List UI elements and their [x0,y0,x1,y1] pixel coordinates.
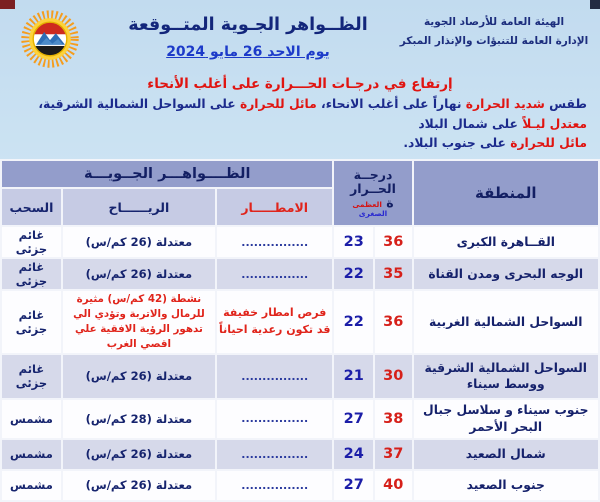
agency-line2: الإدارة العامة للتنبؤات والإنذار المبكر [399,34,589,47]
headline-temperature-rise: إرتفاع في درجـات الحـــرارة على أغلب الأنحاء [147,76,453,92]
wind-cell: معتدلة (26 كم/س) [63,227,215,257]
wind-cell: معتدلة (28 كم/س) [63,400,215,438]
column-header-phenomena: الظــــواهـــر الجــويـــة [2,161,332,187]
wind-cell: معتدلة (26 كم/س) [63,355,215,398]
max-temp-cell: 37 [375,440,411,469]
max-temp-cell: 36 [375,227,411,257]
clouds-cell: غائم جزئى [2,259,61,289]
table-row-northeast-coasts-sinai [2,355,598,398]
region-cell: جنوب الصعيد [414,471,599,500]
region-cell: شمال الصعيد [414,440,599,469]
rain-cell: فرص امطار خفيفة قد تكون رعدية احياناً [217,291,333,353]
min-temp-cell: 22 [334,291,373,353]
region-cell: الوجه البحرى ومدن القناة [414,259,599,289]
column-header-wind: الريــــــاح [63,189,215,225]
wind-cell: معتدلة (26 كم/س) [63,471,215,500]
summary-segment: مائل للحرارة [239,97,317,111]
rain-cell: ................ [217,227,333,257]
clouds-cell: غائم جزئى [2,355,61,398]
column-header-temperature [334,161,411,225]
summary-segment: مائل للحرارة [510,136,587,151]
clouds-cell: مشمس [2,471,61,500]
summary-segment: نهاراً على أغلب الانحاء، [316,97,466,111]
region-cell: السواحل الشمالية الشرقية ووسط سيناء [414,355,599,398]
temp-header-word1: درجــة [353,167,393,183]
max-temp-cell: 30 [375,355,411,398]
agency-line1: الهيئة العامة للأرصاد الجوية [423,16,565,28]
title-block [100,9,396,60]
region-cell: السواحل الشمالية الغربية [414,291,599,353]
summary-segment: على جنوب البلاد. [403,136,511,151]
clouds-cell: غائم جزئى [2,291,61,353]
max-temp-cell: 36 [375,291,411,353]
min-temp-cell: 22 [334,259,373,289]
temp-header-word3: ة [386,194,394,210]
summary-segment: على شمال البلاد [418,116,523,131]
column-header-clouds: السحب [2,189,61,225]
min-temp-cell: 27 [334,471,373,500]
temp-max-label: العظمى [352,199,382,209]
temp-header-word2: الحــرار [350,181,396,197]
table-row-south-upper-egypt [2,471,598,500]
column-header-rain: الامطـــــار [217,189,333,225]
max-temp-cell: 35 [375,259,411,289]
summary-segment: شديد الحرارة [465,97,545,111]
rain-cell: ................ [217,355,333,398]
forecast-table [0,159,600,502]
wind-cell: معتدلة (26 كم/س) [63,440,215,469]
max-temp-cell: 38 [375,400,411,438]
rain-cell: ................ [217,259,333,289]
rain-cell: ................ [217,471,333,500]
clouds-cell: مشمس [2,440,61,469]
min-temp-cell: 27 [334,400,373,438]
agency-name [396,9,592,51]
wind-cell: نشطة (42 كم/س) مثيرة للرمال والاتربة وتؤدي الي تدهور الرؤية الافقية علي اقصي الغرب [63,291,215,353]
region-cell: القــاهرة الكبرى [414,227,599,257]
summary-segment: على السواحل الشمالية الشرقية، [38,97,240,111]
summary-segment: معتدل ليـلاً [522,116,587,131]
forecast-summary [0,92,600,154]
min-temp-cell: 23 [334,227,373,257]
table-row-northwest-coasts [2,291,598,353]
wind-cell: معتدلة (26 كم/س) [63,259,215,289]
summary-segment: طقس [544,97,587,111]
min-temp-cell: 24 [334,440,373,469]
rain-cell: ................ [217,400,333,438]
min-temp-cell: 21 [334,355,373,398]
table-row-cairo [2,227,598,257]
sun-flag-logo-icon [21,10,79,72]
corner-decoration-right [590,0,600,9]
table-row-north-upper-egypt [2,440,598,469]
max-temp-cell: 40 [375,471,411,500]
bulletin-header [0,0,600,72]
met-authority-logo [0,9,100,72]
table-row-south-sinai-redsea [2,400,598,438]
bulletin-date: يوم الاحد 26 مايو 2024 [166,44,330,60]
region-cell: جنوب سيناء و سلاسل جبال البحر الأحمر [414,400,599,438]
rain-cell: ................ [217,440,333,469]
clouds-cell: مشمس [2,400,61,438]
corner-decoration-left [0,0,15,9]
clouds-cell: غائم جزئى [2,227,61,257]
table-row-delta-canal [2,259,598,289]
temp-min-label: الصغرى [358,208,388,218]
page-title: الظــواهر الجـوية المتــوقعة [128,15,368,35]
column-header-region: المنطقة [414,161,599,225]
